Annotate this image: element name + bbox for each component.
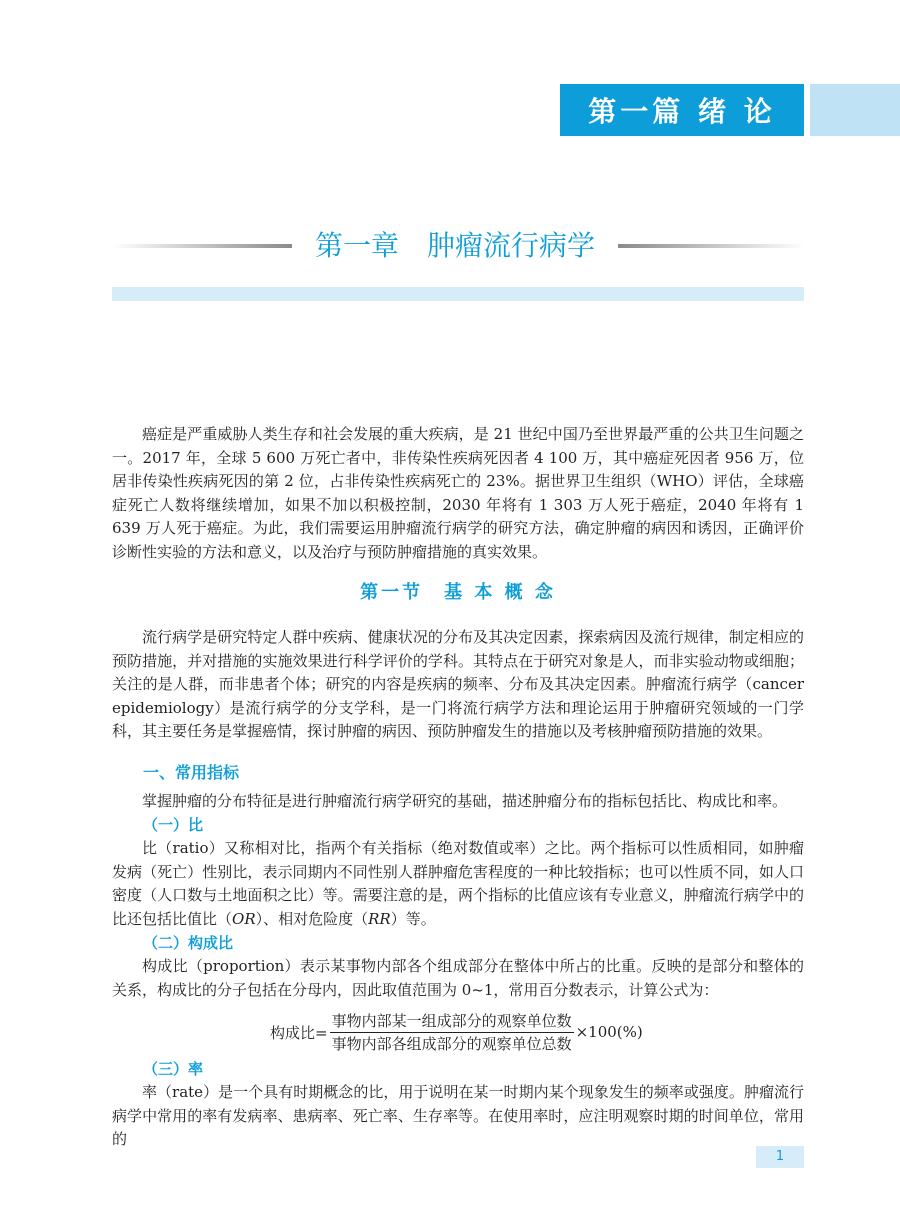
proportion-heading: （二）构成比 [143, 934, 234, 952]
rate-heading: （三）率 [143, 1060, 204, 1078]
chapter-title: 第一章 肿瘤流行病学 [314, 229, 595, 262]
formula-lhs: 构成比= [270, 1023, 328, 1042]
ratio-paragraph [112, 837, 804, 931]
chapter-rule-left [112, 244, 292, 248]
page-number: 1 [756, 1146, 804, 1168]
proportion-paragraph: 构成比（proportion）表示某事物内部各个组成部分在整体中所占的比重。反映的是部分和整体的关系，构成比的分子包括在分母内，因此取值范围为 0~1，常用百分数表示，计算公式为： [112, 957, 804, 999]
formula-fraction [330, 1011, 574, 1054]
ratio-text-c: ）等。 [390, 909, 436, 928]
formula-rhs: ×100(%) [575, 1023, 643, 1041]
formula-numerator: 事物内部某一组成部分的观察单位数 [330, 1011, 574, 1033]
part-title-block [560, 84, 804, 136]
ratio-text-a: 比（ratio）又称相对比，指两个有关指标（绝对数值或率）之比。两个指标可以性质相同，如肿瘤发病（死亡）性别比，表示同期内不同性别人群肿瘤危害程度的一种比较指标；也可以性质不同，如人口密度（人口数与土地面积之比）等。需要注意的是，两个指标的比值应该有专业意义，肿瘤流行病学中的比还包括比值比（ [112, 839, 804, 928]
indicators-intro: 掌握肿瘤的分布特征是进行肿瘤流行病学研究的基础，描述肿瘤分布的指标包括比、构成比和率。 [142, 792, 788, 810]
section-paragraph: 流行病学是研究特定人群中疾病、健康状况的分布及其决定因素，探索病因及流行规律，制定相应的预防措施，并对措施的实施效果进行科学评价的学科。其特点在于研究对象是人，而非实验动物或细胞；关注的是人群，而非患者个体；研究的内容是疾病的频率、分布及其决定因素。肿瘤流行病学（cancer epidemiology）是流行病学的分支学科，是一门将流行病学方法和理论运用于肿瘤研究领域的一门学科，其主要任务是掌握癌情，探讨肿瘤的病因、预防肿瘤发生的措施以及考核肿瘤预防措施的效果。 [112, 628, 804, 740]
section-title: 第一节 基 本 概 念 [360, 582, 556, 603]
intro-paragraph: 癌症是严重威胁人类生存和社会发展的重大疾病，是 21 世纪中国乃至世界最严重的公共卫生问题之一。2017 年，全球 5 600 万死亡者中，非传染性疾病死因者 4 100 万，其中癌症死因者 956 万，位居非传染性疾病死因的第 2 位，占非传染性疾病死亡的 23%。据世界卫生组织（WHO）评估，全球癌症死亡人数将继续增加，如果不加以积极控制，2030 年将有 1 303 万人死于癌症，2040 年将有 1 639 万人死于癌症。为此，我们需要运用肿瘤流行病学的研究方法，确定肿瘤的病因和诱因，正确评价诊断性实验的方法和意义，以及治疗与预防肿瘤措施的真实效果。 [112, 425, 804, 561]
or-abbrev: OR [232, 909, 256, 928]
rate-paragraph: 率（rate）是一个具有时期概念的比，用于说明在某一时期内某个现象发生的频率或强度。肿瘤流行病学中常用的率有发病率、患病率、死亡率、生存率等。在使用率时，应注明观察时期的时间单位，常用的 [112, 1083, 804, 1148]
indicators-heading: 一、常用指标 [143, 763, 240, 782]
ratio-heading: （一）比 [143, 816, 204, 834]
proportion-formula [270, 1006, 643, 1058]
rr-abbrev: RR [368, 909, 391, 928]
part-title-accent [810, 84, 900, 136]
chapter-band [112, 287, 804, 301]
ratio-text-b: ）、相对危险度（ [255, 909, 369, 928]
part-title: 第一篇 绪 论 [588, 95, 776, 128]
formula-denominator: 事物内部各组成部分的观察单位总数 [331, 1034, 572, 1053]
chapter-rule-right [618, 244, 804, 248]
